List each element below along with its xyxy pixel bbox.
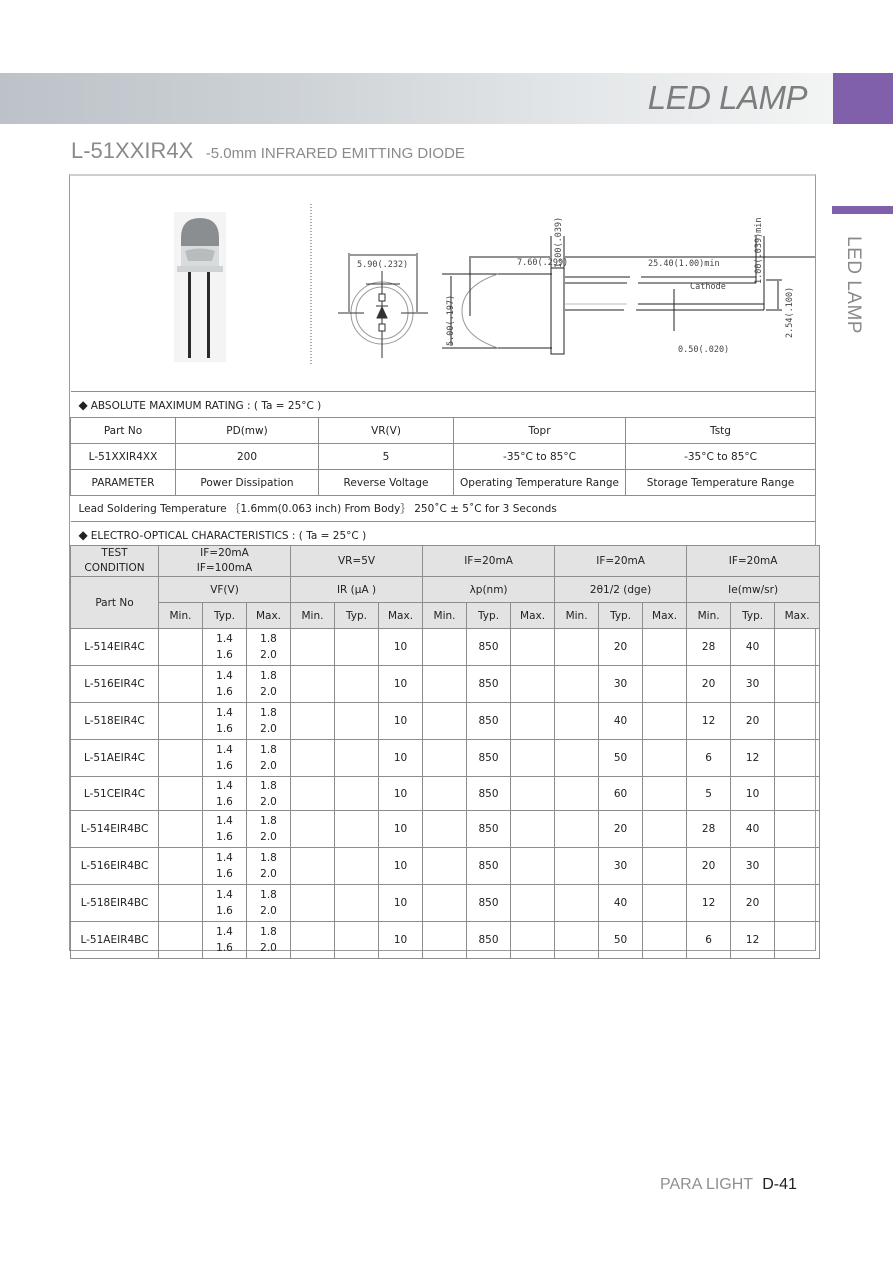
vf-min-cell [159,922,203,959]
table-row [71,885,820,922]
ie-max-cell [775,811,820,848]
ie-typ-cell: 12 [731,740,775,777]
vf-value: 1.6 [216,868,233,880]
angle-typ-cell: 20 [599,811,643,848]
ir-max-cell: 10 [379,922,423,959]
ie-max-cell [775,922,820,959]
ir-min-cell [291,848,335,885]
vf-value: 1.8 [260,815,277,827]
ie-max-cell [775,740,820,777]
vf-max-cell [247,740,291,777]
table-row [71,740,820,777]
lp-max-cell [511,922,555,959]
ir-max-cell: 10 [379,666,423,703]
vf-max-cell [247,703,291,740]
lp-max-cell [511,848,555,885]
sub-header-cell: Min. [423,603,467,629]
abs-max-header-row [71,418,816,444]
ie-typ-cell: 20 [731,703,775,740]
angle-min-cell [555,885,599,922]
vf-typ-cell [203,885,247,922]
ie-max-cell [775,666,820,703]
condition-ie: IF=20mA [687,546,820,577]
angle-typ-cell: 60 [599,777,643,811]
vf-value: 1.8 [260,852,277,864]
header-cell: Part No [71,418,176,444]
angle-max-cell [643,811,687,848]
footer-brand: PARA LIGHT [660,1176,753,1193]
condition-line: IF=20mA [200,547,249,559]
vf-max-cell [247,666,291,703]
test-label-line: TEST [101,547,128,559]
table-row [71,848,820,885]
value-cell: L-51XXIR4XX [71,444,176,470]
angle-max-cell [643,848,687,885]
vf-value: 2.0 [260,723,277,735]
drawing-svg [70,176,815,391]
vf-value: 1.4 [216,707,233,719]
vf-value: 1.4 [216,926,233,938]
angle-typ-cell: 50 [599,740,643,777]
dim-front-width: 5.90(.232) [357,260,409,270]
angle-min-cell [555,666,599,703]
vf-value: 2.0 [260,795,277,808]
lp-typ-cell: 850 [467,885,511,922]
ie-max-cell [775,848,820,885]
ir-min-cell [291,777,335,811]
ir-typ-cell [335,703,379,740]
vf-typ-cell [203,629,247,666]
param-row [71,577,820,603]
lp-min-cell [423,848,467,885]
angle-max-cell [643,885,687,922]
abs-max-table [70,391,816,548]
part-no-cell: L-518EIR4C [71,703,159,740]
dim-lead-length: 25.40(1.00)min [648,259,720,269]
angle-typ-cell: 30 [599,848,643,885]
part-no-cell: L-51CEIR4C [71,777,159,811]
lp-max-cell [511,885,555,922]
abs-max-param-row [71,470,816,496]
ir-max-cell: 10 [379,811,423,848]
vf-value: 1.6 [216,795,233,808]
header-cell: Tstg [626,418,816,444]
lp-max-cell [511,740,555,777]
ie-min-cell: 6 [687,740,731,777]
vf-value: 1.8 [260,707,277,719]
vf-min-cell [159,848,203,885]
banner-title: LED LAMP [647,79,807,116]
condition-row [71,546,820,577]
dim-lead-gap: 1.00(.039)min [754,217,764,284]
vf-value: 1.4 [216,852,233,864]
ir-typ-cell [335,848,379,885]
vf-min-cell [159,666,203,703]
lp-max-cell [511,629,555,666]
dim-lead-width: 0.50(.020) [678,345,730,355]
table-row [71,629,820,666]
value-cell: -35°C to 85°C [454,444,626,470]
dim-body-diameter: 5.00(.197) [446,294,456,346]
ie-typ-cell: 12 [731,922,775,959]
abs-max-section-row [71,392,816,418]
vf-value: 1.4 [216,779,233,792]
vf-typ-cell [203,666,247,703]
vf-value: 1.6 [216,760,233,772]
lp-max-cell [511,703,555,740]
model-description: -5.0mm INFRARED EMITTING DIODE [205,145,465,162]
angle-min-cell [555,922,599,959]
vf-typ-cell [203,740,247,777]
vf-value: 2.0 [260,760,277,772]
angle-max-cell [643,922,687,959]
ie-typ-cell: 10 [731,777,775,811]
ir-typ-cell [335,811,379,848]
value-cell: 200 [176,444,319,470]
angle-max-cell [643,666,687,703]
ie-max-cell [775,777,820,811]
ir-min-cell [291,740,335,777]
diamond-bullet-icon: ◆ [78,527,88,542]
vf-value: 1.4 [216,633,233,645]
sub-header-cell: Typ. [203,603,247,629]
header-cell: PD(mw) [176,418,319,444]
ie-typ-cell: 30 [731,666,775,703]
vf-min-cell [159,740,203,777]
vf-typ-cell [203,777,247,811]
condition-angle: IF=20mA [555,546,687,577]
vf-value: 1.8 [260,889,277,901]
lp-min-cell [423,811,467,848]
dim-body-length: 7.60(.299) [517,258,569,268]
lp-max-cell [511,666,555,703]
vf-typ-cell [203,922,247,959]
ie-min-cell: 12 [687,885,731,922]
vf-value: 1.8 [260,633,277,645]
vf-max-cell [247,629,291,666]
part-no-cell: L-51AEIR4BC [71,922,159,959]
vf-value: 2.0 [260,831,277,843]
header-cell: Topr [454,418,626,444]
param-cell: PARAMETER [71,470,176,496]
ir-min-cell [291,703,335,740]
ie-min-cell: 20 [687,848,731,885]
ie-min-cell: 6 [687,922,731,959]
lp-typ-cell: 850 [467,629,511,666]
ie-max-cell [775,703,820,740]
param-lp: λp(nm) [423,577,555,603]
dim-pitch: 2.54(.100) [785,286,795,338]
vf-max-cell [247,777,291,811]
angle-min-cell [555,777,599,811]
accent-block [833,73,893,124]
sub-header-cell: Max. [247,603,291,629]
ie-max-cell [775,629,820,666]
vf-value: 1.4 [216,744,233,756]
table-row [71,922,820,959]
condition-lp: IF=20mA [423,546,555,577]
lp-min-cell [423,703,467,740]
footer [660,1176,797,1194]
ie-min-cell: 20 [687,666,731,703]
soldering-row [71,496,816,522]
header-banner [0,73,833,124]
vf-typ-cell [203,703,247,740]
lp-typ-cell: 850 [467,777,511,811]
sub-header-cell: Typ. [599,603,643,629]
ie-min-cell: 5 [687,777,731,811]
sub-header-cell: Max. [643,603,687,629]
ie-typ-cell: 30 [731,848,775,885]
angle-typ-cell: 40 [599,703,643,740]
lp-typ-cell: 850 [467,703,511,740]
vf-value: 1.6 [216,942,233,954]
lp-min-cell [423,777,467,811]
param-vf: VF(V) [159,577,291,603]
table-row [71,777,820,811]
angle-max-cell [643,629,687,666]
eo-table [70,545,820,959]
ir-max-cell: 10 [379,703,423,740]
part-no-cell: L-516EIR4BC [71,848,159,885]
table-row [71,703,820,740]
vf-min-cell [159,885,203,922]
side-tab-bar [832,206,893,214]
param-cell: Reverse Voltage [319,470,454,496]
ir-min-cell [291,885,335,922]
ir-max-cell: 10 [379,740,423,777]
vf-min-cell [159,811,203,848]
vf-value: 1.8 [260,670,277,682]
part-no-cell: L-516EIR4C [71,666,159,703]
sub-header-cell: Typ. [731,603,775,629]
condition-ir: VR=5V [291,546,423,577]
vf-value: 2.0 [260,905,277,917]
angle-min-cell [555,848,599,885]
soldering-text: Lead Soldering Temperature ｛1.6mm(0.063 inch) From Body｝ 250˚C ± 5˚C for 3 Seconds [71,496,816,522]
param-ie: Ie(mw/sr) [687,577,820,603]
ir-max-cell: 10 [379,629,423,666]
vf-typ-cell [203,848,247,885]
lp-typ-cell: 850 [467,848,511,885]
ir-min-cell [291,811,335,848]
angle-max-cell [643,740,687,777]
value-cell: -35°C to 85°C [626,444,816,470]
datasheet-frame [69,174,816,954]
sub-header-cell: Max. [511,603,555,629]
ir-typ-cell [335,740,379,777]
lp-min-cell [423,922,467,959]
ir-min-cell [291,629,335,666]
vf-value: 1.6 [216,723,233,735]
angle-max-cell [643,777,687,811]
vf-value: 1.4 [216,889,233,901]
ie-typ-cell: 40 [731,629,775,666]
vf-min-cell [159,703,203,740]
eo-title: ELECTRO-OPTICAL CHARACTERISTICS : ( Ta = 25°C ) [90,529,367,542]
ie-min-cell: 28 [687,811,731,848]
vf-max-cell [247,848,291,885]
header-cell: VR(V) [319,418,454,444]
sub-header-cell: Min. [687,603,731,629]
ir-typ-cell [335,666,379,703]
page-number: D-41 [762,1176,797,1193]
lp-min-cell [423,885,467,922]
diamond-bullet-icon: ◆ [78,397,88,412]
vf-value: 2.0 [260,686,277,698]
ie-typ-cell: 20 [731,885,775,922]
condition-vf [159,546,291,577]
vf-value: 1.4 [216,670,233,682]
ir-typ-cell [335,629,379,666]
lp-typ-cell: 850 [467,811,511,848]
ie-min-cell: 28 [687,629,731,666]
vf-value: 1.6 [216,831,233,843]
value-cell: 5 [319,444,454,470]
param-cell: Storage Temperature Range [626,470,816,496]
lp-min-cell [423,740,467,777]
ir-typ-cell [335,777,379,811]
angle-min-cell [555,703,599,740]
vf-value: 1.8 [260,744,277,756]
angle-typ-cell: 40 [599,885,643,922]
eo-section-row [71,522,816,548]
package-drawing [70,176,815,391]
ie-max-cell [775,885,820,922]
ir-max-cell: 10 [379,848,423,885]
part-no-cell: L-518EIR4BC [71,885,159,922]
test-condition-label [71,546,159,577]
angle-min-cell [555,629,599,666]
param-angle: 2θ1/2 (dge) [555,577,687,603]
ir-max-cell: 10 [379,885,423,922]
part-no-header: Part No [71,577,159,629]
ie-typ-cell: 40 [731,811,775,848]
vf-max-cell [247,922,291,959]
vf-value: 1.4 [216,815,233,827]
min-typ-max-row [71,603,820,629]
angle-min-cell [555,740,599,777]
param-cell: Power Dissipation [176,470,319,496]
vf-value: 1.8 [260,926,277,938]
vf-min-cell [159,777,203,811]
lp-min-cell [423,666,467,703]
ir-typ-cell [335,922,379,959]
sub-header-cell: Max. [379,603,423,629]
lp-typ-cell: 850 [467,740,511,777]
led-photo [174,212,226,362]
sub-header-cell: Min. [555,603,599,629]
lp-typ-cell: 850 [467,666,511,703]
sub-header-cell: Typ. [467,603,511,629]
label-cathode: Cathode [690,282,726,292]
vf-value: 1.6 [216,649,233,661]
part-no-cell: L-51AEIR4C [71,740,159,777]
lp-max-cell [511,811,555,848]
table-row [71,666,820,703]
vf-value: 2.0 [260,868,277,880]
page-title [71,138,465,164]
sub-header-cell: Typ. [335,603,379,629]
ie-min-cell: 12 [687,703,731,740]
model-number: L-51XXIR4X [71,138,194,163]
sub-header-cell: Min. [159,603,203,629]
ir-min-cell [291,922,335,959]
lp-max-cell [511,777,555,811]
abs-max-value-row [71,444,816,470]
sub-header-cell: Min. [291,603,335,629]
angle-max-cell [643,703,687,740]
vf-typ-cell [203,811,247,848]
vf-max-cell [247,811,291,848]
dim-flange: 1.00(.039) [554,216,564,268]
vf-value: 1.8 [260,779,277,792]
part-no-cell: L-514EIR4BC [71,811,159,848]
param-cell: Operating Temperature Range [454,470,626,496]
lp-typ-cell: 850 [467,922,511,959]
side-tab-label: LED LAMP [843,236,864,334]
angle-typ-cell: 30 [599,666,643,703]
param-ir: IR (μA ) [291,577,423,603]
angle-typ-cell: 50 [599,922,643,959]
condition-label-line: CONDITION [84,562,145,574]
table-row [71,811,820,848]
angle-typ-cell: 20 [599,629,643,666]
sub-header-cell: Max. [775,603,820,629]
vf-value: 1.6 [216,686,233,698]
vf-value: 2.0 [260,942,277,954]
vf-value: 1.6 [216,905,233,917]
ir-max-cell: 10 [379,777,423,811]
ir-typ-cell [335,885,379,922]
vf-value: 2.0 [260,649,277,661]
lp-min-cell [423,629,467,666]
abs-max-title: ABSOLUTE MAXIMUM RATING : ( Ta = 25°C ) [90,399,322,412]
vf-min-cell [159,629,203,666]
ir-min-cell [291,666,335,703]
angle-min-cell [555,811,599,848]
part-no-cell: L-514EIR4C [71,629,159,666]
vf-max-cell [247,885,291,922]
condition-line: IF=100mA [196,562,253,574]
